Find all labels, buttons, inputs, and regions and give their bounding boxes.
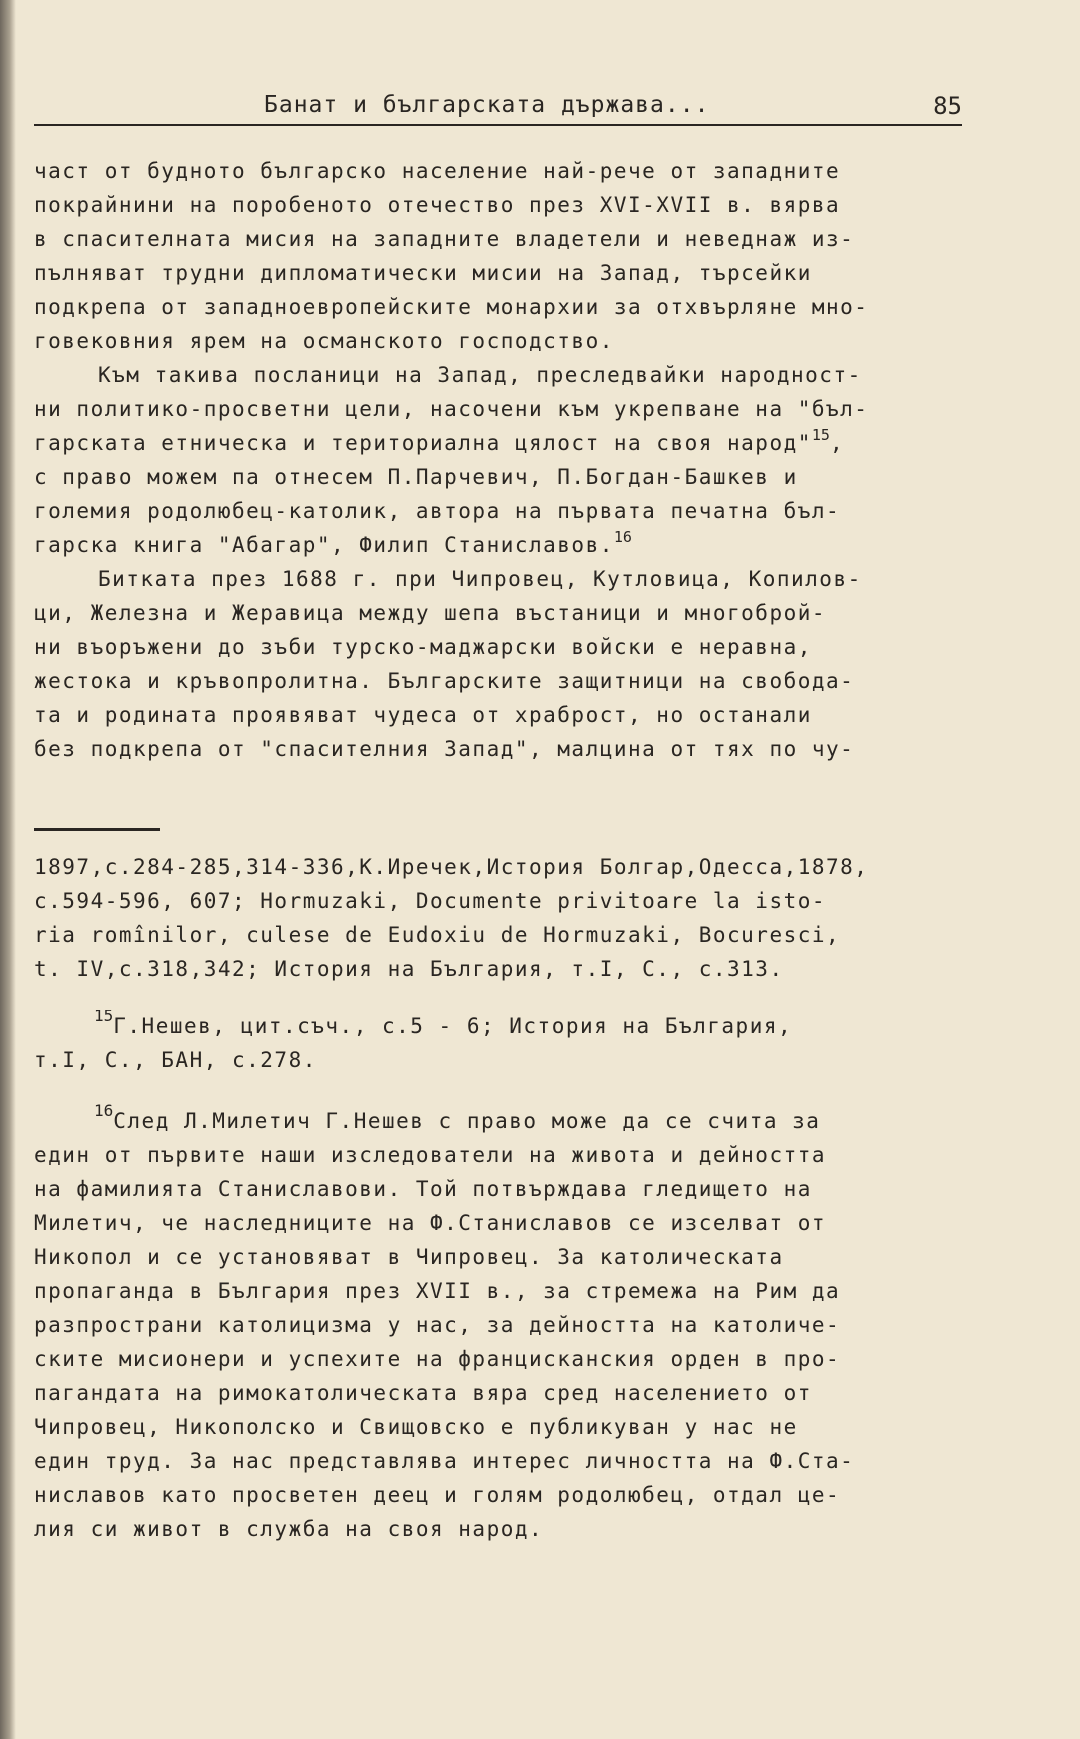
text-line: ци, Железна и Жеравица между шепа въстаници и многобрoй- bbox=[34, 601, 827, 625]
footnote-separator bbox=[34, 828, 160, 831]
text-line: ни политико-просветни цели, насочени към укрепване на "бъл- bbox=[34, 397, 869, 421]
footnote-number: 15 bbox=[94, 1010, 114, 1025]
page-number: 85 bbox=[933, 92, 962, 120]
text-fragment: гарска книга "Абагар", Филип Станиславов. bbox=[34, 533, 614, 557]
text-line bbox=[34, 426, 984, 460]
page-header bbox=[34, 88, 962, 126]
text-line: големия родолюбец-католик, автора на първата печатна бъл- bbox=[34, 499, 841, 523]
footnote-line: 1897,с.284-285,314-336,К.Иречек,История Болгар,Одесса,1878, bbox=[34, 855, 869, 879]
text-line: говековния ярем на османското господство. bbox=[34, 329, 614, 353]
text-line: покрайнини на поробеното отечество през XVI-XVII в. вярва bbox=[34, 193, 841, 217]
footnote-line: пропаганда в България през XVII в., за стремежа на Рим да bbox=[34, 1279, 841, 1303]
footnote-ref-16: 16 bbox=[613, 528, 632, 546]
text-line: ни въоръжени до зъби турско-маджарски войски е неравна, bbox=[34, 635, 812, 659]
text-fragment: След Л.Милетич Г.Нешев с право може да се счита за bbox=[113, 1109, 821, 1133]
text-line: та и родината проявяват чудеса от храброст, но останали bbox=[34, 703, 812, 727]
text-line: Битката през 1688 г. при Чипровец, Кутловица, Копилов- bbox=[98, 567, 862, 591]
footnote-line: t. IV,с.318,342; История на България, т.I, С., с.313. bbox=[34, 957, 784, 981]
footnote-line: разпространи католицизма у нас, за дейността на католиче- bbox=[34, 1313, 841, 1337]
footnote-line: т.I, С., БАН, с.278. bbox=[34, 1048, 317, 1072]
footnote-line: лия си живот в служба на своя народ. bbox=[34, 1517, 544, 1541]
text-line: подкрепа от западноевропейските монархии за отхвърляне мно- bbox=[34, 295, 869, 319]
text-fragment: гарската етническа и териториална цялост на своя народ" bbox=[34, 431, 812, 455]
footnote-number: 16 bbox=[94, 1104, 114, 1120]
text-line: част от будното българско население най-рече от западните bbox=[34, 159, 841, 183]
footnote-16 bbox=[34, 1104, 984, 1546]
text-line: без подкрепа от "спасителния Запад", малцина от тях по чу- bbox=[34, 737, 855, 761]
text-line: жестока и кръвопролитна. Българските защитници на свобода- bbox=[34, 669, 855, 693]
text-line: с право можем па отнесем П.Парчевич, П.Богдан-Башкев и bbox=[34, 465, 798, 489]
running-title: Банат и българската държава... bbox=[264, 92, 710, 118]
footnote-line: един от първите наши изследователи на живота и дейността bbox=[34, 1143, 827, 1167]
footnote-line: пагандата на римокатолическата вяра сред населението от bbox=[34, 1381, 812, 1405]
footnote-line bbox=[34, 1104, 984, 1138]
footnote-line: с.594-596, 607; Hormuzaki, Documente privitoare la isto- bbox=[34, 889, 827, 913]
page-binding-edge bbox=[0, 0, 16, 1739]
text-fragment: , bbox=[829, 431, 845, 455]
footnote-line: Никопол и се установяват в Чипровец. За католическата bbox=[34, 1245, 784, 1269]
footnote-line: ria romînilor, culese de Eudoxiu de Hormuzaki, Bocuresci, bbox=[34, 923, 841, 947]
footnote-15 bbox=[34, 1010, 984, 1078]
footnote-line: един труд. За нас представлява интерес личността на Ф.Ста- bbox=[34, 1449, 855, 1473]
main-text bbox=[34, 154, 984, 766]
text-fragment: Г.Нешев, цит.съч., с.5 - 6; История на България, bbox=[113, 1014, 793, 1038]
footnote-continued bbox=[34, 850, 984, 986]
text-line: в спасителната мисия на западните владетели и неведнаж из- bbox=[34, 227, 855, 251]
footnote-line: ските мисионери и успехите на францисканския орден в про- bbox=[34, 1347, 841, 1371]
footnote-line: на фамилията Станиславови. Той потвърждава гледището на bbox=[34, 1177, 812, 1201]
footnote-line: Милетич, че наследниците на Ф.Станиславов се изселват от bbox=[34, 1211, 827, 1235]
footnote-line: ниславов като просветен деец и голям родолюбец, отдал це- bbox=[34, 1483, 841, 1507]
text-line: пълняват трудни дипломатически мисии на Запад, търсейки bbox=[34, 261, 812, 285]
text-line bbox=[34, 528, 984, 562]
footnote-line: Чипровец, Никополско и Свищовско е публикуван у нас не bbox=[34, 1415, 798, 1439]
footnote-line bbox=[34, 1010, 984, 1044]
footnote-ref-15: 15 bbox=[811, 426, 830, 444]
text-line: Към такива посланици на Запад, преследвайки народност- bbox=[98, 363, 862, 387]
